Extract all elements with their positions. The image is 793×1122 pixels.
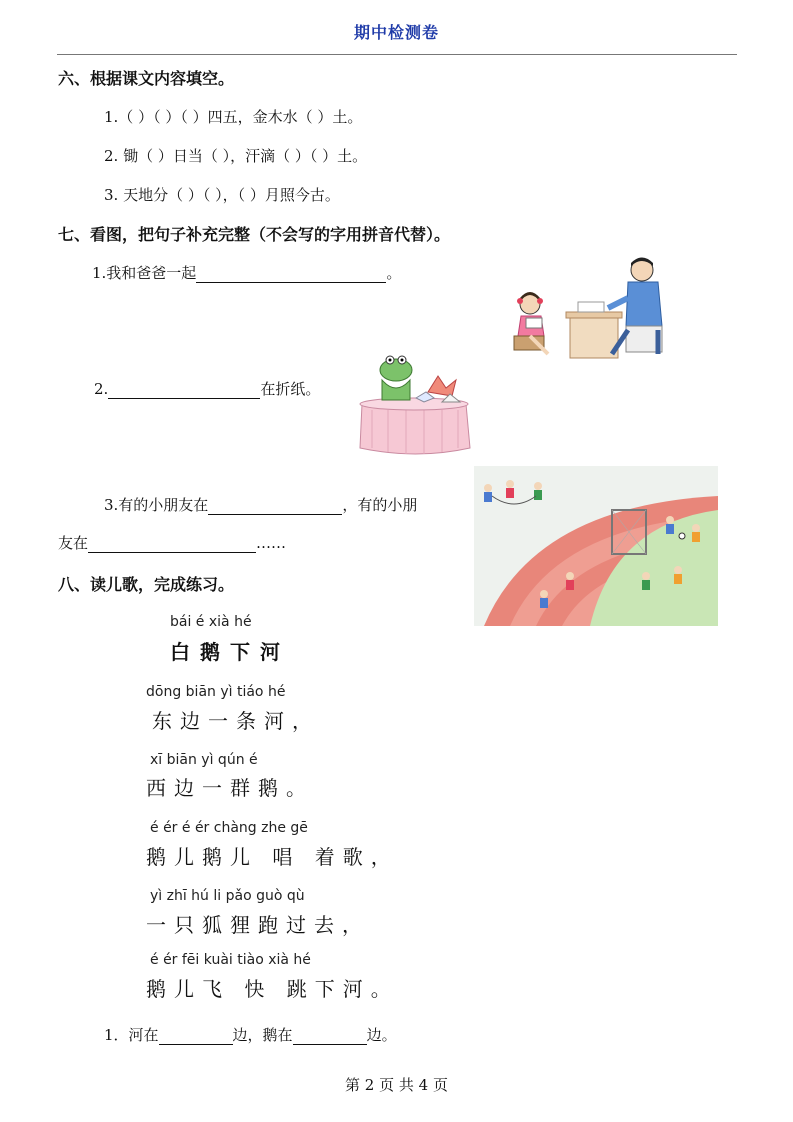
header-divider	[57, 54, 737, 55]
question-2-prefix: 2.	[94, 380, 109, 398]
poem-line-1: 东边一条河，	[152, 709, 320, 733]
question-1-part-c: 边。	[366, 1026, 397, 1044]
page-footer: 第 2 页 共 4 页	[345, 1076, 448, 1094]
section-7-question-2	[94, 378, 320, 399]
question-3-mid: ，有的小朋	[342, 496, 418, 514]
section-7-heading: 七、看图，把句子补充完整（不会写的字用拼音代替）。	[58, 225, 451, 244]
section-8-question-1	[104, 1024, 397, 1045]
question-3-line2-prefix: 友在	[58, 534, 89, 552]
answer-blank[interactable]	[208, 498, 342, 515]
playground-picture	[474, 466, 718, 626]
poem-title-pinyin: bái é xià hé	[170, 614, 252, 630]
answer-blank[interactable]	[88, 536, 256, 553]
answer-blank[interactable]	[159, 1028, 233, 1045]
section-6-question-3: 3. 天地分（ ）（ ），（ ）月照今古。	[104, 186, 340, 204]
poem-line-4: 一只狐狸跑过去，	[146, 913, 370, 937]
section-6-heading: 六、根据课文内容填空。	[58, 69, 235, 88]
poem-line-2-pinyin: xī biān yì qún é	[150, 752, 258, 768]
question-3-ellipsis: ……	[256, 534, 287, 552]
section-7-question-3	[104, 494, 417, 515]
poem-line-1-pinyin: dōng biān yì tiáo hé	[146, 684, 286, 700]
question-1-prefix: 1.我和爸爸一起	[92, 264, 197, 282]
poem-line-5: 鹅儿飞 快 跳下河。	[146, 977, 399, 1001]
question-1-part-b: 边，鹅在	[232, 1026, 293, 1044]
poem-line-3: 鹅儿鹅儿 唱 着歌，	[146, 845, 399, 869]
answer-blank[interactable]	[196, 266, 386, 283]
poem-line-3-pinyin: é ér é ér chàng zhe gē	[150, 820, 308, 836]
poem-line-4-pinyin: yì zhī hú li pǎo guò qù	[150, 888, 305, 904]
section-7-question-1	[92, 262, 401, 283]
frog-origami-picture	[356, 348, 472, 458]
question-3-prefix: 3.有的小朋友在	[104, 496, 209, 514]
poem-title: 白鹅下河	[170, 640, 290, 664]
poem-line-5-pinyin: é ér fēi kuài tiào xià hé	[150, 952, 311, 968]
section-6-question-1: 1.（ ）（ ）（ ）四五，金木水（ ）土。	[104, 108, 363, 126]
answer-blank[interactable]	[108, 382, 260, 399]
question-1-part-a: 1．河在	[104, 1026, 159, 1044]
question-2-suffix: 在折纸。	[260, 380, 321, 398]
section-8-heading: 八、读儿歌，完成练习。	[58, 575, 235, 594]
answer-blank[interactable]	[293, 1028, 367, 1045]
question-1-suffix: 。	[386, 264, 402, 282]
girl-and-father-picture	[508, 254, 673, 362]
section-7-question-3-line-2	[58, 532, 286, 553]
poem-line-2: 西边一群鹅。	[146, 776, 314, 800]
section-6-question-2: 2. 锄（ ）日当（ ），汗滴（ ）（ ）土。	[104, 147, 368, 165]
page-header-title: 期中检测卷	[353, 23, 439, 42]
